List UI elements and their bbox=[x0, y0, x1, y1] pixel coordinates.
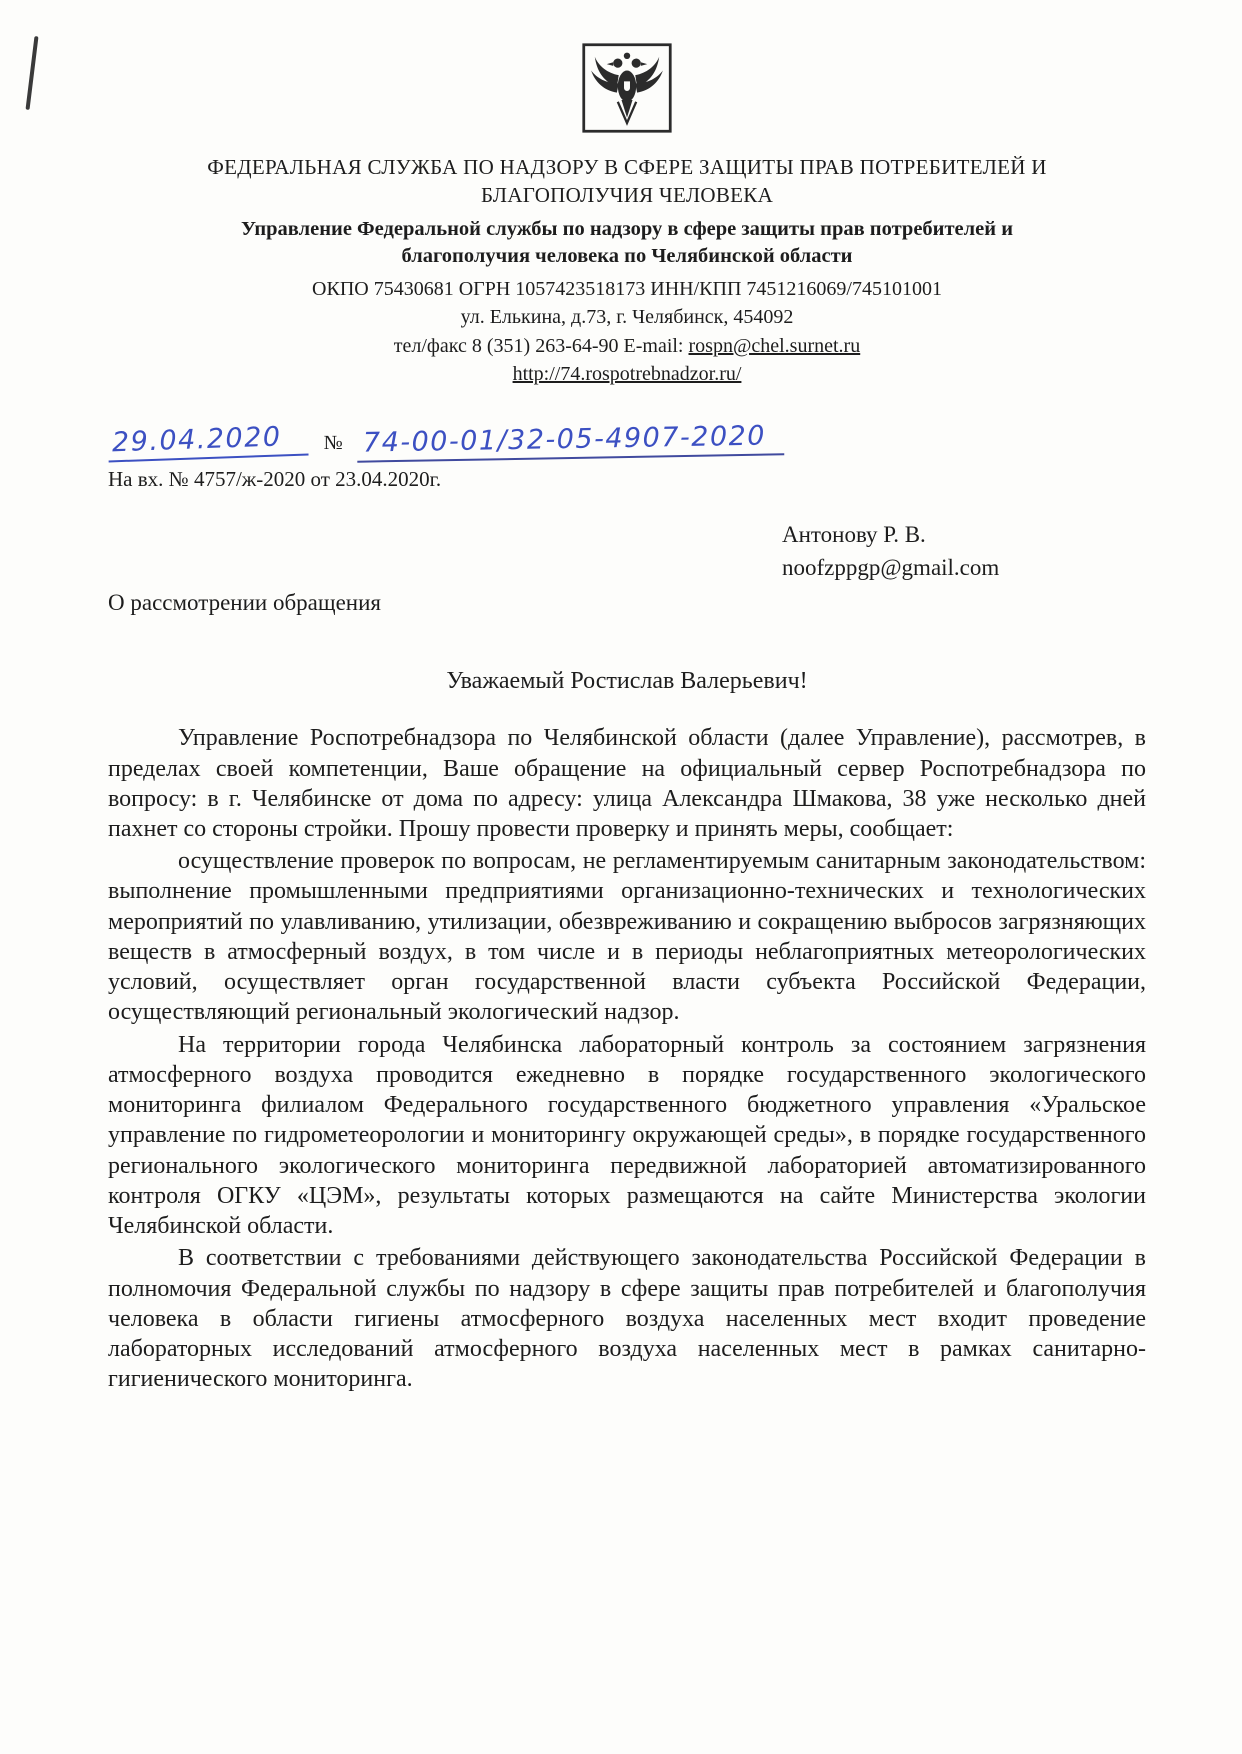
incoming-reference: На вх. № 4757/ж-2020 от 23.04.2020г. bbox=[108, 466, 442, 491]
salutation: Уважаемый Ростислав Валерьевич! bbox=[446, 668, 808, 695]
org-phone-line bbox=[108, 332, 1146, 360]
coat-of-arms-icon bbox=[581, 42, 673, 139]
org-name: ФЕДЕРАЛЬНАЯ СЛУЖБА ПО НАДЗОРУ В СФЕРЕ ЗАЩИТЫ ПРАВ ПОТРЕБИТЕЛЕЙ И БЛАГОПОЛУЧИЯ ЧЕЛОВЕКА bbox=[207, 155, 1047, 208]
paragraph: Управление Роспотребнадзора по Челябинской области (далее Управление), рассмотрев, в пределах своей компетенции, Ваше обращение на официальный сервер Роспотребнадзора по вопросу: в г. Челябинске от дома по адресу: улица Александра Шмакова, 38 уже несколько дней пахнет со стороны стройки. Прошу провести проверку и принять меры, сообщает: bbox=[108, 725, 1146, 842]
org-website-link: http://74.rospotrebnadzor.ru/ bbox=[512, 363, 742, 386]
paragraph: осуществление проверок по вопросам, не регламентируемым санитарным законодательством: выполнение промышленными предприятиями организационно-технических и технологических мероприятий по улавливанию, утилизации, обезвреживанию и сокращению выбросов загрязняющих веществ в атмосферный воздух, в том числе и в периоды неблагоприятных метеорологических условий, осуществляет орган государственной власти субъекта Российской Федерации, осуществляющий региональный экологический надзор. bbox=[108, 848, 1146, 1026]
letterhead bbox=[108, 42, 1146, 389]
paragraph: На территории города Челябинска лабораторный контроль за состоянием загрязнения атмосферного воздуха проводится ежедневно в порядке государственного экологического мониторинга филиалом Федерального государственного бюджетного управления «Уральское управление по гидрометеорологии и мониторингу окружающей среды», в порядке государственного регионального экологического мониторинга передвижной лабораторией автоматизированного контроля ОГКУ «ЦЭМ», результаты которых размещаются на сайте Министерства экологии Челябинской области. bbox=[108, 1031, 1146, 1240]
handwritten-outgoing-number: 74-00-01/32-05-4907-2020 bbox=[356, 420, 784, 462]
org-email-link: rospn@chel.surnet.ru bbox=[688, 334, 861, 357]
handwritten-date: 29.04.2020 bbox=[107, 420, 308, 462]
recipient-block bbox=[782, 518, 1112, 585]
paragraph: В соответствии с требованиями действующего законодательства Российской Федерации в полномочия Федеральной службы по надзору в сфере защиты прав потребителей и благополучия человека в области гигиены атмосферного воздуха населенных мест входит проведение лабораторных исследований атмосферного воздуха населенных мест в рамках санитарно-гигиенического мониторинга. bbox=[108, 1245, 1146, 1393]
letter-body bbox=[108, 723, 1146, 1394]
org-codes: ОКПО 75430681 ОГРН 1057423518173 ИНН/КПП 7451216069/745101001 bbox=[312, 278, 942, 301]
recipient-email: noofzppgp@gmail.com bbox=[782, 554, 1000, 580]
recipient-name: Антонову Р. В. bbox=[782, 521, 926, 547]
org-department: Управление Федеральной службы по надзору в сфере защиты прав потребителей и благополучия человека по Челябинской области bbox=[240, 217, 1014, 268]
reference-row bbox=[108, 415, 1146, 459]
subject-line: О рассмотрении обращения bbox=[108, 590, 381, 616]
number-sign: № bbox=[323, 431, 343, 454]
phone-text: тел/факс 8 (351) 263-64-90 E-mail: bbox=[393, 334, 689, 357]
org-address: ул. Елькина, д.73, г. Челябинск, 454092 bbox=[460, 306, 794, 329]
